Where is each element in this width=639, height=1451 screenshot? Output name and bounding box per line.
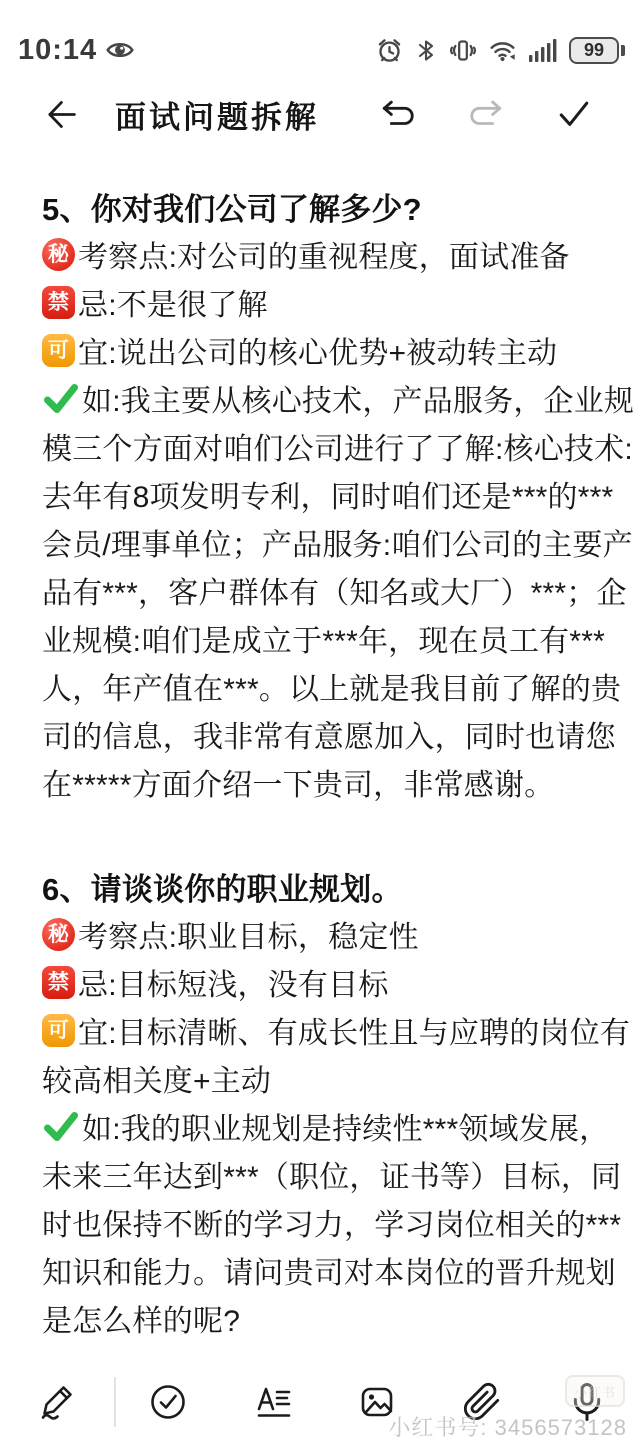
note-line <box>42 518 633 566</box>
note-text: 忌:不是很了解 <box>78 289 268 322</box>
note-line <box>42 278 605 326</box>
back-button[interactable] <box>42 96 79 133</box>
xiaohongshu-logo-watermark: 小红书 <box>565 1375 625 1407</box>
watermark-text: 小红书号: 3456573128 <box>388 1415 627 1440</box>
note-line <box>42 422 633 470</box>
forbid-emoji: 禁 <box>42 966 75 999</box>
note-line <box>42 1198 622 1246</box>
note-heading <box>42 862 605 910</box>
todo-check-button[interactable] <box>116 1382 221 1422</box>
status-time: 10:14 <box>18 33 98 66</box>
note-text: 模三个方面对咱们公司进行了了解:核心技术: <box>42 433 633 466</box>
check-mark-emoji <box>42 1110 79 1143</box>
note-text: 6、请谈谈你的职业规划。 <box>42 871 403 907</box>
note-line <box>42 1150 622 1198</box>
note-text: 考察点:对公司的重视程度，面试准备 <box>78 241 570 274</box>
note-text: 考察点:职业目标，稳定性 <box>78 921 419 954</box>
note-text: 时也保持不断的学习力，学习岗位相关的*** <box>42 1209 622 1242</box>
undo-button[interactable] <box>379 99 417 129</box>
status-right <box>376 37 625 64</box>
status-left <box>18 34 135 67</box>
note-line <box>42 1054 605 1102</box>
text-format-button[interactable] <box>221 1382 326 1422</box>
handwriting-pen-button[interactable] <box>0 1382 114 1422</box>
note-text: 宜:目标清晰、有成长性且与应聘的岗位有 <box>78 1017 631 1050</box>
forbid-emoji: 禁 <box>42 286 75 319</box>
status-bar <box>0 0 639 78</box>
note-line <box>42 326 605 374</box>
note-line <box>42 1102 610 1150</box>
note-text: 是怎么样的呢? <box>42 1305 241 1338</box>
note-text: 5、你对我们公司了解多少? <box>42 191 422 227</box>
note-text: 品有***，客户群体有（知名或大厂）***；企 <box>42 577 627 610</box>
header-actions <box>379 97 593 131</box>
battery-indicator <box>569 37 625 64</box>
note-line <box>42 470 614 518</box>
note-editor[interactable] <box>0 150 639 1342</box>
paragraph-spacer <box>42 806 605 862</box>
ok-emoji: 可 <box>42 1014 75 1047</box>
note-line <box>42 1246 616 1294</box>
confirm-save-button[interactable] <box>555 97 593 131</box>
note-text: 知识和能力。请问贵司对本岗位的晋升规划 <box>42 1257 616 1290</box>
redo-button[interactable] <box>467 99 505 129</box>
alarm-icon <box>376 37 403 64</box>
signal-icon <box>528 37 558 63</box>
wifi-icon <box>488 37 517 64</box>
pen-shape <box>45 1388 71 1414</box>
battery-level: 99 <box>569 37 619 64</box>
note-line <box>42 910 605 958</box>
note-line <box>42 614 605 662</box>
check-mark-emoji <box>42 382 79 415</box>
note-line <box>42 374 635 422</box>
vibrate-icon <box>449 37 477 64</box>
note-line <box>42 662 622 710</box>
note-heading <box>42 182 605 230</box>
note-text: 如:我的职业规划是持续性***领域发展， <box>82 1113 610 1146</box>
ok-emoji: 可 <box>42 334 75 367</box>
secret-emoji: 秘 <box>42 918 75 951</box>
note-text: 较高相关度+主动 <box>42 1065 272 1098</box>
secret-emoji: 秘 <box>42 238 75 271</box>
note-line <box>42 230 605 278</box>
note-text: 在*****方面介绍一下贵司，非常感谢。 <box>42 769 555 802</box>
battery-nub <box>621 45 625 56</box>
note-text: 忌:目标短浅，没有目标 <box>78 969 389 1002</box>
note-header <box>0 78 639 150</box>
note-line <box>42 566 627 614</box>
note-text: 去年有8项发明专利，同时咱们还是***的*** <box>42 481 614 514</box>
note-line <box>42 1294 605 1342</box>
page-title: 面试问题拆解 <box>115 99 319 135</box>
note-text: 人，年产值在***。以上就是我目前了解的贵 <box>42 673 622 706</box>
note-text: 业规模:咱们是成立于***年，现在员工有*** <box>42 625 605 658</box>
note-line <box>42 1006 631 1054</box>
note-text: 未来三年达到***（职位，证书等）目标，同 <box>42 1161 622 1194</box>
note-text: 如:我主要从核心技术，产品服务，企业规 <box>82 385 635 418</box>
note-text: 会员/理事单位；产品服务:咱们公司的主要产 <box>42 529 633 562</box>
eye-comfort-icon <box>105 35 135 65</box>
bluetooth-icon <box>414 37 438 64</box>
note-line <box>42 710 616 758</box>
note-line <box>42 758 605 806</box>
note-line <box>42 958 605 1006</box>
note-text: 司的信息，我非常有意愿加入，同时也请您 <box>42 721 616 754</box>
note-text: 宜:说出公司的核心优势+被动转主动 <box>78 337 558 370</box>
